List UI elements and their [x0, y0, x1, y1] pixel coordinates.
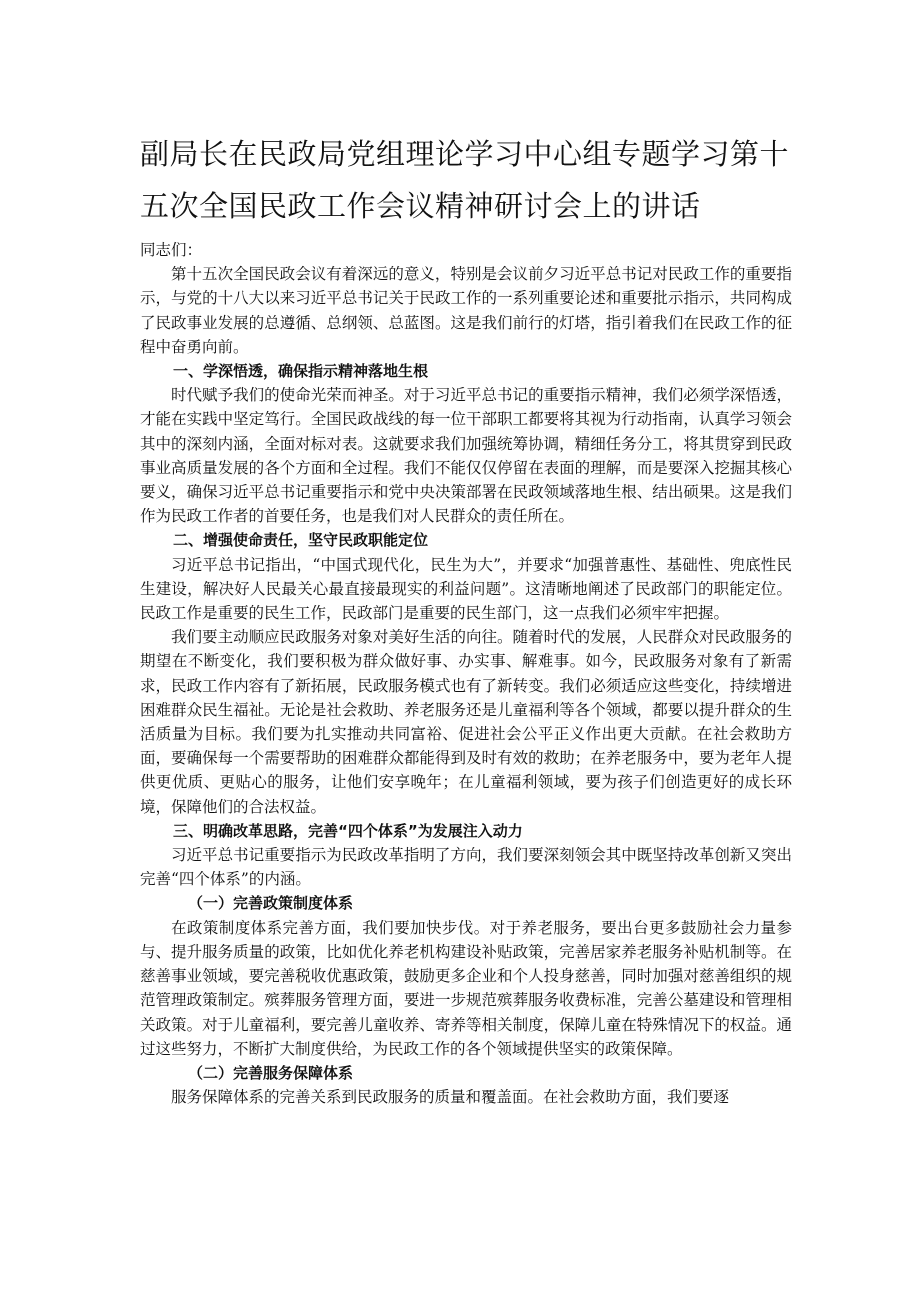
intro-paragraph: 第十五次全国民政会议有着深远的意义，特别是会议前夕习近平总书记对民政工作的重要指示，与党的十八大以来习近平总书记关于民政工作的一系列重要论述和重要批示指示，共同构成了民政事业发展的总遵循、总纲领、总蓝图。这是我们前行的灯塔，指引着我们在民政工作的征程中奋勇向前。: [140, 265, 792, 356]
document-body: [140, 238, 792, 1109]
section-1-paragraph: 时代赋予我们的使命光荣而神圣。对于习近平总书记的重要指示精神，我们必须学深悟透，才能在实践中坚定笃行。全国民政战线的每一位干部职工都要将其视为行动指南，认真学习领会其中的深刻内涵，全面对标对表。这就要求我们加强统筹协调，精细任务分工，将其贯穿到民政事业高质量发展的各个方面和全过程。我们不能仅仅停留在表面的理解，而是要深入挖掘其核心要义，确保习近平总书记重要指示和党中央决策部署在民政领域落地生根、结出硕果。这是我们作为民政工作者的首要任务，也是我们对人民群众的责任所在。: [140, 386, 792, 526]
subsection-1-paragraph: 在政策制度体系完善方面，我们要加快步伐。对于养老服务，要出台更多鼓励社会力量参与、提升服务质量的政策，比如优化养老机构建设补贴政策，完善居家养老服务补贴机制等。在慈善事业领域，要完善税收优惠政策，鼓励更多企业和个人投身慈善，同时加强对慈善组织的规范管理政策制定。殡葬服务管理方面，要进一步规范殡葬服务收费标准，完善公墓建设和管理相关政策。对于儿童福利，要完善儿童收养、寄养等相关制度，保障儿童在特殊情况下的权益。通过这些努力，不断扩大制度供给，为民政工作的各个领域提供坚实的政策保障。: [140, 918, 792, 1058]
document-title: 副局长在民政局党组理论学习中心组专题学习第十五次全国民政工作会议精神研讨会上的讲话: [140, 137, 790, 223]
section-1-heading: 一、学深悟透，确保指示精神落地生根: [173, 362, 429, 381]
section-3-heading: 三、明确改革思路，完善“四个体系”为发展注入动力: [173, 821, 523, 840]
salutation: 同志们：: [140, 241, 203, 259]
subsection-1-heading: （一）完善政策制度体系: [188, 894, 354, 913]
subsection-2-heading: （二）完善服务保障体系: [188, 1063, 354, 1082]
section-2-paragraph-2: 我们要主动顺应民政服务对象对美好生活的向往。随着时代的发展，人民群众对民政服务的期望在不断变化，我们要积极为群众做好事、办实事、解难事。如今，民政服务对象有了新需求，民政工作内容有了新拓展，民政服务模式也有了新转变。我们必须适应这些变化，持续增进困难群众民生福祉。无论是社会救助、养老服务还是儿童福利等各个领域，都要以提升群众的生活质量为目标。我们要为扎实推动共同富裕、促进社会公平正义作出更大贡献。在社会救助方面，要确保每一个需要帮助的困难群众都能得到及时有效的救助；在养老服务中，要为老年人提供更优质、更贴心的服务，让他们安享晚年；在儿童福利领域，要为孩子们创造更好的成长环境，保障他们的合法权益。: [140, 628, 792, 816]
section-3-paragraph: 习近平总书记重要指示为民政改革指明了方向，我们要深刻领会其中既坚持改革创新又突出完善“四个体系”的内涵。: [140, 846, 792, 889]
subsection-2-paragraph: 服务保障体系的完善关系到民政服务的质量和覆盖面。在社会救助方面，我们要逐: [171, 1088, 730, 1107]
section-2-paragraph-1: 习近平总书记指出，“中国式现代化，民生为大”，并要求“加强普惠性、基础性、兜底性民生建设，解决好人民最关心最直接最现实的利益问题”。这清晰地阐述了民政部门的职能定位。民政工作是重要的民生工作，民政部门是重要的民生部门，这一点我们必须牢牢把握。: [140, 555, 792, 623]
section-2-heading: 二、增强使命责任，坚守民政职能定位: [173, 531, 429, 550]
